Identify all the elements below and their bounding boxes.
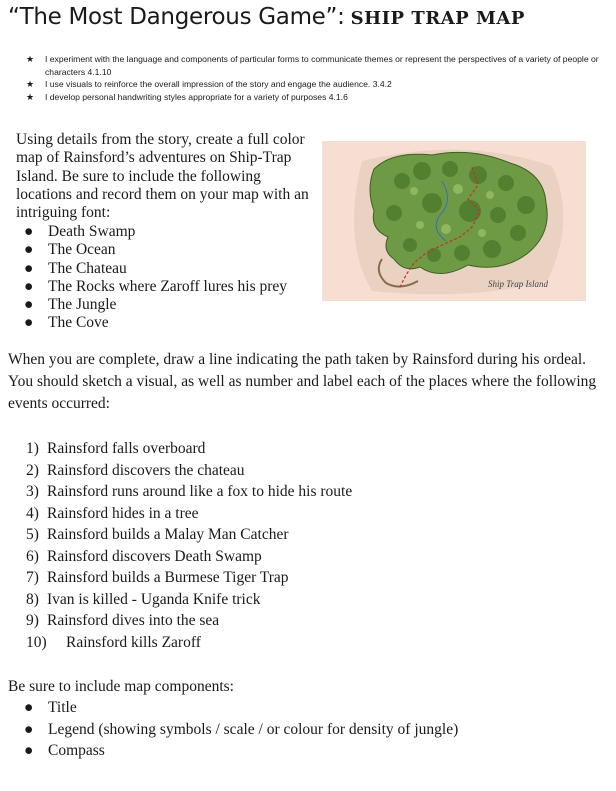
- event-item: 8) Ivan is killed - Uganda Knife trick: [26, 590, 261, 608]
- island-map-drawing: [322, 141, 586, 301]
- title-main: “The Most Dangerous Game”:: [8, 4, 345, 30]
- component-item: ● Title: [22, 697, 458, 719]
- bullet-icon: ●: [24, 223, 34, 240]
- components-intro: Be sure to include map components:: [8, 678, 234, 695]
- event-item: 7) Rainsford builds a Burmese Tiger Trap: [26, 569, 289, 586]
- star-icon: ★: [26, 91, 35, 102]
- location-item: ● The Rocks where Zaroff lures his prey: [24, 277, 288, 295]
- location-item: ● The Jungle: [24, 296, 117, 314]
- bullet-icon: ●: [24, 259, 34, 277]
- learning-outcome: ★ I develop personal handwriting styles appropriate for a variety of purposes 4.1.6: [26, 91, 348, 102]
- event-item: 2) Rainsford discovers the chateau: [26, 461, 245, 479]
- event-item: 5) Rainsford builds a Malay Man Catcher: [26, 526, 289, 543]
- island-map-image: [322, 141, 586, 301]
- component-item: ● Compass: [22, 740, 458, 762]
- title-sub: SHIP TRAP MAP: [350, 8, 525, 29]
- star-icon: ★: [26, 79, 35, 89]
- event-item: 10) Rainsford kills Zaroff: [26, 633, 201, 651]
- map-caption: Ship Trap Island: [488, 279, 549, 289]
- location-item: ● Death Swamp: [24, 223, 136, 240]
- event-item: 3) Rainsford runs around like a fox to hide his route: [26, 483, 353, 500]
- location-item: ● The Cove: [24, 314, 109, 332]
- component-item: ● Legend (showing symbols / scale / or colour for density of jungle): [22, 719, 458, 741]
- intro-paragraph: Using details from the story, create a full color map of Rainsford’s adventures on Ship-Trap Island. Be sure to include the following locations and record them on your map with an intriguing font:: [16, 131, 309, 222]
- event-item: 1) Rainsford falls overboard: [26, 440, 206, 457]
- event-item: 4) Rainsford hides in a tree: [26, 504, 199, 522]
- location-item: ● The Ocean: [24, 241, 116, 259]
- learning-outcomes-list: [26, 53, 606, 103]
- bullet-icon: ●: [24, 314, 34, 332]
- star-icon: ★: [26, 54, 35, 64]
- locations-list: [22, 223, 287, 333]
- bullet-icon: ●: [24, 699, 34, 716]
- page-title: [8, 4, 525, 30]
- bullet-icon: ●: [24, 241, 34, 259]
- location-item: ● The Chateau: [24, 259, 127, 277]
- components-list: [22, 697, 458, 762]
- bullet-icon: ●: [24, 720, 34, 738]
- bullet-icon: ●: [24, 296, 34, 314]
- bullet-icon: ●: [24, 277, 34, 295]
- event-item: 6) Rainsford discovers Death Swamp: [26, 547, 262, 565]
- instructions-paragraph: When you are complete, draw a line indicating the path taken by Rainsford during his ordeal. You should sketch a visual, as well as number and label each of the places where the following events occurred:: [8, 351, 597, 412]
- learning-outcome: ★ I use visuals to reinforce the overall impression of the story and engage the audience. 3.4.2: [26, 79, 392, 89]
- bullet-icon: ●: [24, 742, 34, 759]
- events-list: [26, 438, 352, 653]
- learning-outcome: ★ I experiment with the language and components of particular forms to communicate themes or represent the perspectives of a variety of people or characters 4.1.10: [26, 54, 599, 77]
- event-item: 9) Rainsford dives into the sea: [26, 612, 220, 629]
